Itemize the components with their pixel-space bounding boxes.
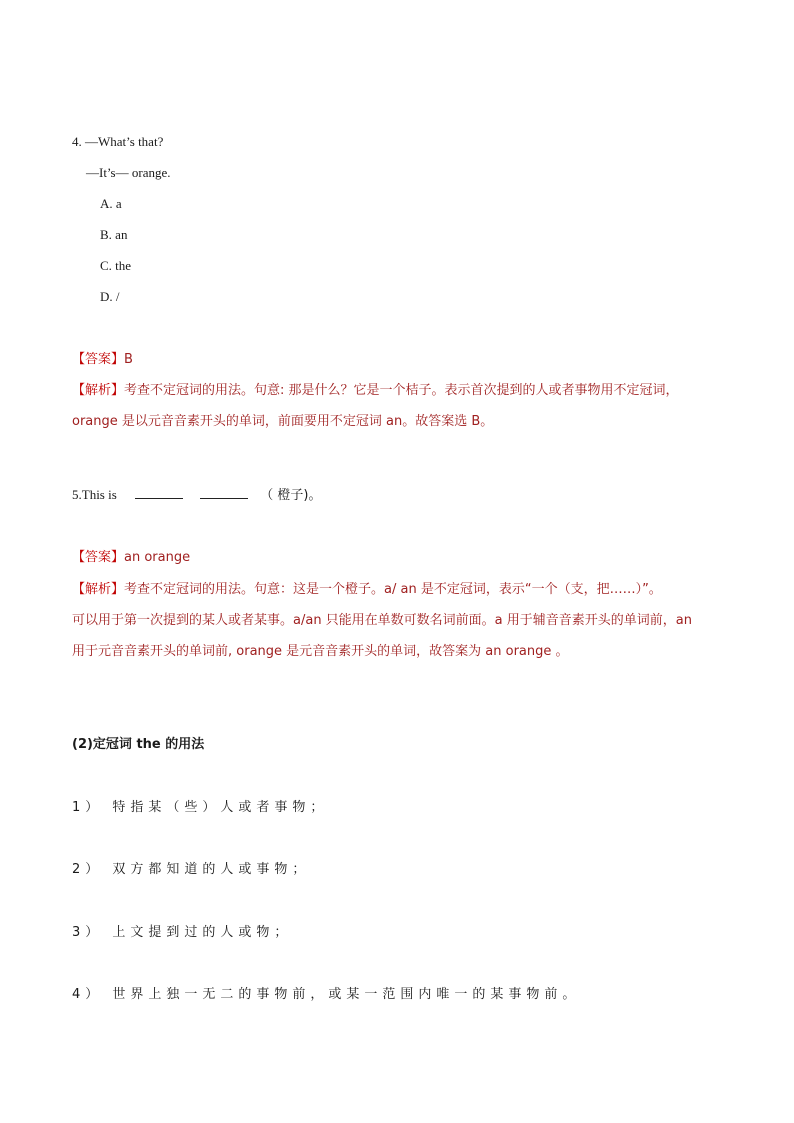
answer-value: an orange: [124, 550, 191, 565]
q5-question-prefix: 5.This is: [72, 487, 117, 502]
analysis-tag: 【解析】: [72, 582, 125, 597]
q4-reply: —It’s— orange.: [86, 165, 171, 180]
q4-option-c: C. the: [100, 258, 132, 273]
q4-option-b: B. an: [100, 227, 128, 242]
answer-value: B: [124, 352, 133, 367]
list-item: 2） 双方都知道的人或事物；: [72, 862, 311, 877]
q4-analysis-line1: [72, 383, 679, 399]
q5-analysis-line1: [72, 582, 662, 598]
q5-question: [72, 486, 322, 504]
section-heading: (2)定冠词 the 的用法: [72, 737, 205, 752]
analysis-text: 考查不定冠词的用法。句意：这是一个橙子。a/ an 是不定冠词，表示“一个（支，把……）”。: [124, 582, 662, 597]
q4-question: 4. —What’s that?: [72, 134, 164, 149]
q4-option-d: D. /: [100, 289, 120, 304]
q5-question-suffix: （ 橙子)。: [260, 488, 322, 503]
q5-analysis-line2: 可以用于第一次提到的某人或者某事。a/an 只能用在单数可数名词前面。a 用于辅音音素开头的单词前，an: [72, 613, 692, 628]
q5-analysis-line3: 用于元音音素开头的单词前, orange 是元音音素开头的单词，故答案为 an orange 。: [72, 644, 569, 659]
analysis-tag: 【解析】: [72, 383, 125, 398]
answer-tag: 【答案】: [72, 550, 125, 565]
list-item: 1） 特指某（些）人或者事物；: [72, 800, 329, 815]
list-item: 4） 世界上独一无二的事物前，或某一范围内唯一的某事物前。: [72, 987, 581, 1002]
q5-answer: [72, 550, 190, 566]
q4-option-a: A. a: [100, 196, 122, 211]
analysis-text: 考查不定冠词的用法。句意: 那是什么？它是一个桔子。表示首次提到的人或者事物用不定冠词，: [124, 383, 679, 398]
q4-analysis-line2: orange 是以元音音素开头的单词，前面要用不定冠词 an。故答案选 B。: [72, 414, 494, 429]
q5-blank-1: [135, 486, 183, 499]
answer-tag: 【答案】: [72, 352, 125, 367]
list-item: 3） 上文提到过的人或物；: [72, 925, 293, 940]
q5-blank-2: [200, 486, 248, 499]
q4-answer: [72, 352, 133, 368]
